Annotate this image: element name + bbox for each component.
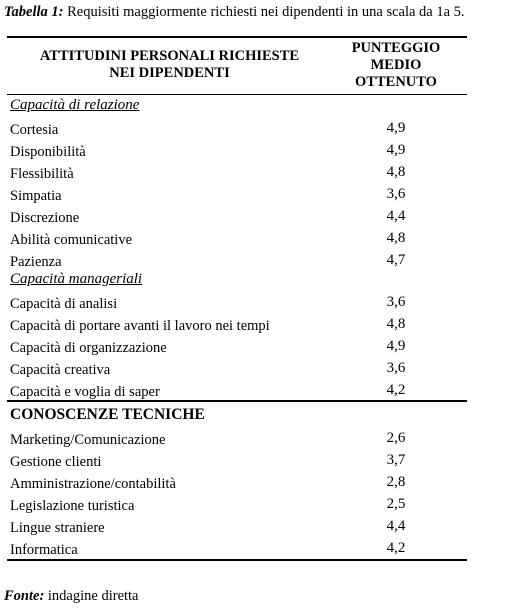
row-label: Capacità e voglia di saper	[10, 384, 160, 400]
header-score-line2: MEDIO	[370, 57, 422, 73]
row-value: 3,6	[386, 360, 406, 376]
caption-label: Tabella 1:	[4, 4, 64, 20]
section-rule	[7, 400, 467, 402]
source-note	[4, 588, 139, 605]
row-label: Capacità di organizzazione	[10, 340, 167, 356]
row-value: 2,5	[386, 496, 406, 512]
row-label: Simpatia	[10, 188, 62, 204]
row-label: Flessibilità	[10, 166, 74, 182]
row-value: 3,6	[386, 294, 406, 310]
row-label: Capacità di analisi	[10, 296, 118, 312]
table-caption	[4, 4, 465, 21]
row-value: 3,7	[386, 452, 406, 468]
row-value: 4,9	[386, 338, 406, 354]
row-value: 4,9	[386, 120, 406, 136]
row-label: Gestione clienti	[10, 454, 102, 470]
row-label: Lingue straniere	[10, 520, 105, 536]
row-value: 4,2	[386, 382, 406, 398]
header-attitudes-line2: NEI DIPENDENTI	[109, 65, 230, 81]
row-label: Disponibilità	[10, 144, 86, 160]
header-rule	[7, 94, 467, 95]
row-label: Pazienza	[10, 254, 62, 270]
row-label: Capacità creativa	[10, 362, 111, 378]
bottom-rule	[7, 559, 467, 561]
row-label: Capacità di portare avanti il lavoro nei tempi	[10, 318, 270, 334]
header-attitudes-line1: ATTITUDINI PERSONALI RICHIESTE	[39, 48, 300, 64]
row-label: Amministrazione/contabilità	[10, 476, 176, 492]
header-attitudes	[7, 48, 332, 82]
row-value: 4,8	[386, 316, 406, 332]
caption-text: Requisiti maggiormente richiesti nei dipendenti in una scala da 1a 5.	[67, 4, 465, 20]
source-text: indagine diretta	[47, 588, 139, 604]
section-title: CONOSCENZE TECNICHE	[10, 406, 205, 423]
row-value: 4,8	[386, 230, 406, 246]
row-label: Legislazione turistica	[10, 498, 135, 514]
row-value: 4,2	[386, 540, 406, 556]
row-value: 4,4	[386, 518, 406, 534]
row-label: Informatica	[10, 542, 78, 558]
top-rule	[7, 36, 467, 38]
row-label: Discrezione	[10, 210, 80, 226]
row-value: 4,9	[386, 142, 406, 158]
row-value: 4,8	[386, 164, 406, 180]
row-value: 2,8	[386, 474, 406, 490]
section-title: Capacità di relazione	[10, 97, 140, 113]
row-value: 3,6	[386, 186, 406, 202]
row-value: 4,4	[386, 208, 406, 224]
source-label: Fonte:	[4, 588, 45, 604]
row-label: Cortesia	[10, 122, 59, 138]
section-title: Capacità manageriali	[10, 271, 143, 287]
header-score-line3: OTTENUTO	[355, 74, 437, 90]
row-value: 4,7	[386, 252, 406, 268]
header-score	[325, 40, 467, 91]
row-label: Abilità comunicative	[10, 232, 133, 248]
row-label: Marketing/Comunicazione	[10, 432, 166, 448]
row-value: 2,6	[386, 430, 406, 446]
header-score-line1: PUNTEGGIO	[351, 40, 441, 56]
